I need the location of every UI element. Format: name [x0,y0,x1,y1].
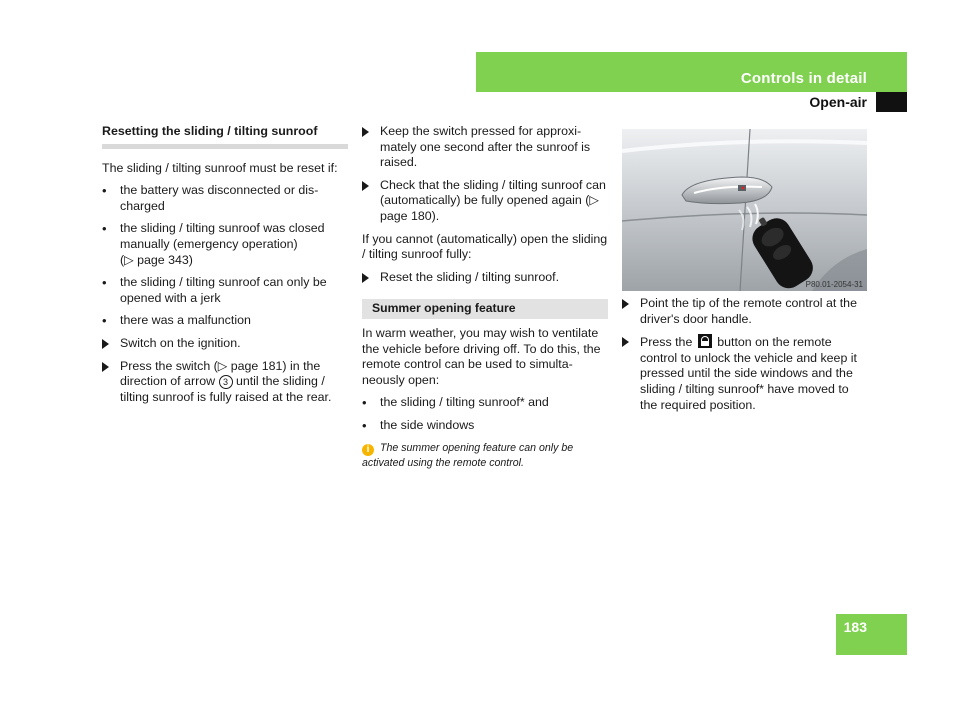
step-arrow-icon [362,270,369,288]
bullet-icon: • [362,395,367,411]
bullet-icon: • [102,183,107,199]
bullet-icon: • [102,221,107,237]
instruction-step: Check that the sliding / tilting sunroof can (automatically) be fully opened again (▷ page 180). [362,178,608,225]
section-heading: Resetting the sliding / tilting sunroof [102,124,348,149]
intro-text: The sliding / tilting sunroof must be reset if: [102,160,338,175]
bullet-icon: • [362,417,367,433]
list-item: • the sliding / tilting sunroof* and [362,395,549,411]
unlock-icon [698,334,712,348]
callout-number: 3 [219,375,233,389]
step-arrow-icon [362,178,369,196]
section-title: Controls in detail [740,70,867,87]
step-arrow-icon [102,359,109,377]
info-note: i The summer opening feature can only be activated using the remote control. [362,441,574,469]
subsection-heading: Summer opening feature [362,299,608,319]
paragraph: If you cannot (automatically) open the sliding / tilting sunroof fully: [362,231,608,262]
instruction-step: Switch on the ignition. [102,336,348,352]
remote-control-door-photo [622,129,867,291]
list-item: • the battery was disconnected or dis-charged [102,183,319,213]
instruction-step: Press the switch (▷ page 181) in the direction of arrow 3 until the sliding / tilting sunroof is fully raised at the rear. [102,359,348,406]
page-number: 183 [843,619,867,635]
column-left [102,124,348,412]
subsection-title: Open-air [809,94,867,110]
list-item: • the side windows [362,417,475,433]
bullet-icon: • [102,313,107,329]
subsection-marker [876,92,907,112]
column-middle [362,124,608,470]
page-reference: (▷ page 343) [120,252,193,267]
step-arrow-icon [622,296,629,314]
list-item: • there was a malfunction [102,313,251,329]
instruction-step: Reset the sliding / tilting sunroof. [362,270,608,286]
list-item: • the sliding / tilting sunroof was closed manually (emergency operation) (▷ page 343) [102,221,325,267]
car-door-illustration [622,129,867,291]
info-icon: i [362,444,374,456]
photo-reference-code: P80.01-2054-31 [805,280,863,289]
instruction-step: Press the button on the remote control to unlock the vehicle and keep it pressed until the side windows and the sliding / tilting sunroof* have moved to the required position. [622,334,868,413]
step-arrow-icon [622,334,629,352]
bullet-icon: • [102,275,107,291]
paragraph: In warm weather, you may wish to ventilate the vehicle before driving off. To do this, the remote control can be used to simulta-neously open: [362,325,601,387]
instruction-step: Keep the switch pressed for approxi-mately one second after the sunroof is raised. [362,124,608,171]
step-arrow-icon [102,336,109,354]
instruction-step: Point the tip of the remote control at the driver's door handle. [622,296,868,327]
step-arrow-icon [362,124,369,142]
column-right [622,296,868,420]
list-item: • the sliding / tilting sunroof can only be opened with a jerk [102,275,327,305]
